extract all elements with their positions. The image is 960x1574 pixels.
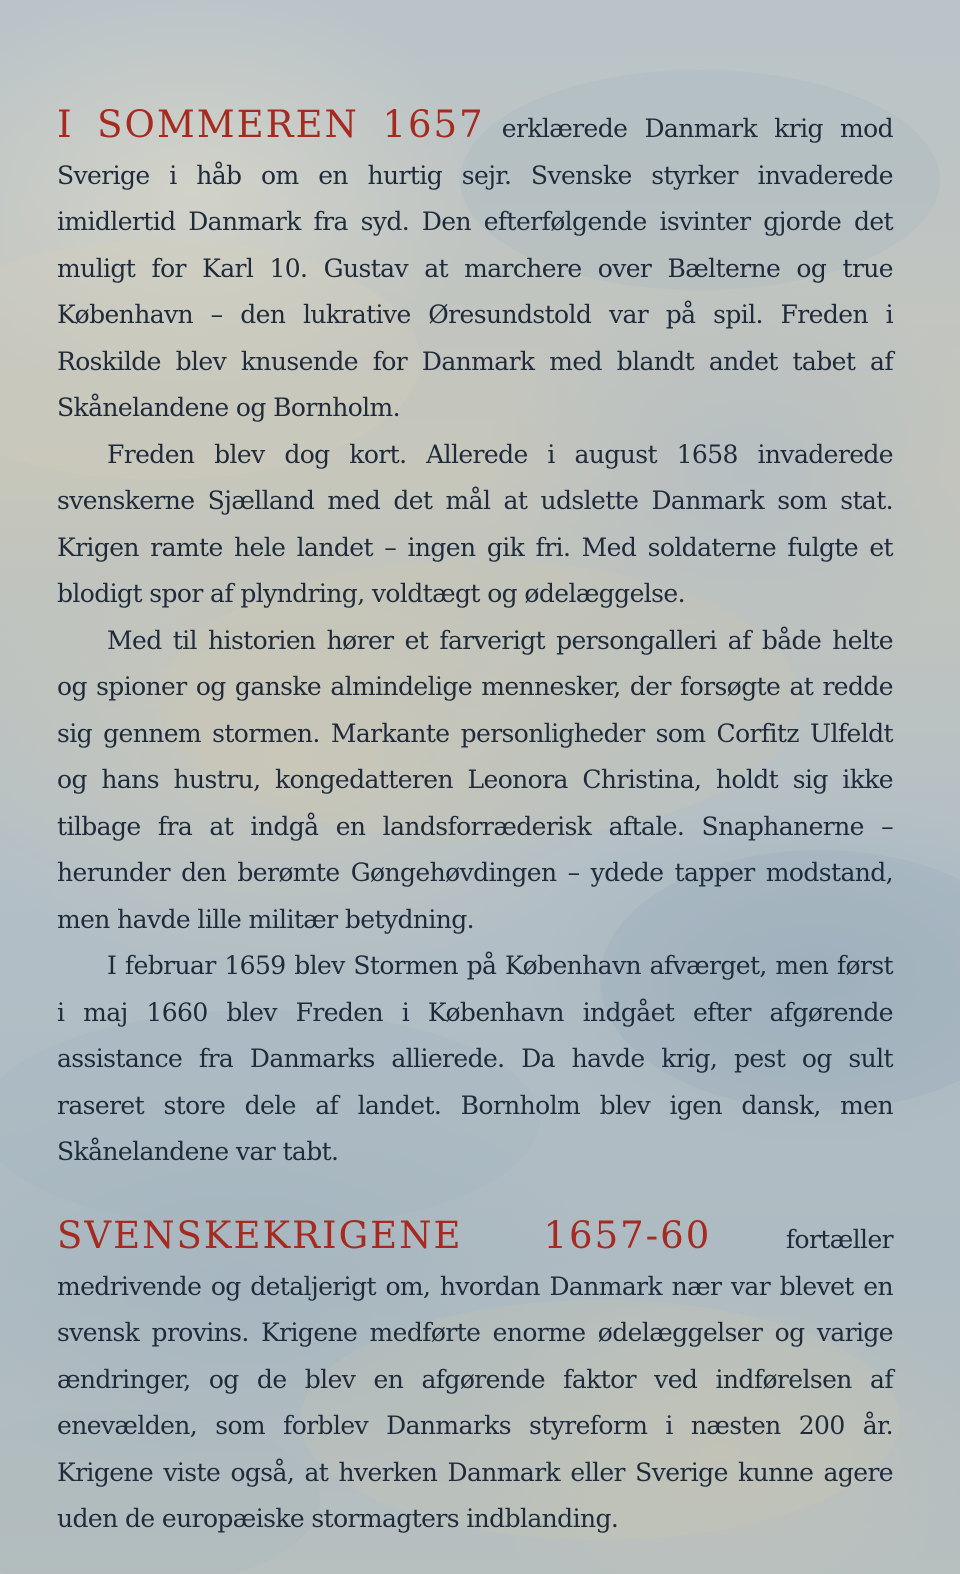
description-summary: [57, 1213, 893, 1543]
description-main: [57, 102, 893, 1176]
paragraph-3: Med til historien hører et farverigt persongalleri af både helte og spioner og ganske almindelige mennesker, der forsøgte at redde sig gennem stormen. Markante personligheder som Corfitz Ulfeldt og hans hustru, kongedatteren Leonora Christina, holdt sig ikke tilbage fra at indgå en landsforræderisk aftale. Snaphanerne – herunder den berømte Gøngehøvdingen – ydede tapper modstand, men havde lille militær betydning.: [57, 625, 893, 934]
summary-text: fortæller medrivende og detaljerigt om, hvordan Danmark nær var blevet en svensk provins. Krigene medførte enorme ødelæggelser og varige ændringer, og de blev en afgørende faktor ved indførelsen af enevælden, som forblev Danmarks styreform i næsten 200 år. Krigene viste også, at hverken Danmark eller Sverige kunne agere uden de europæiske stormagters indblanding.: [57, 1225, 893, 1533]
paragraph-2: Freden blev dog kort. Allerede i august 1658 invaderede svenskerne Sjælland med det mål at udslette Danmark som stat. Krigen ramte hele landet – ingen gik fri. Med soldaterne fulgte et blodigt spor af plyndring, voldtægt og ødelæggelse.: [57, 439, 893, 608]
intro-paragraph: [57, 102, 893, 432]
paragraph-4: I februar 1659 blev Stormen på København afværget, men først i maj 1660 blev Freden i København indgået efter afgørende assistance fra Danmarks allierede. Da havde krig, pest og sult raseret store dele af landet. Bornholm blev igen dansk, men Skånelandene var tabt.: [57, 951, 893, 1166]
intro-heading: I SOMMEREN 1657: [57, 103, 485, 146]
summary-heading: SVENSKEKRIGENE 1657-60: [57, 1214, 712, 1257]
intro-text: erklærede Danmark krig mod Sverige i håb om en hurtig sejr. Svenske styrker invaderede imidlertid Danmark fra syd. Den efterfølgende isvinter gjorde det muligt for Karl 10. Gustav at marchere over Bælterne og true København – den lukrative Øresundstold var på spil. Freden i Roskilde blev knusende for Danmark med blandt andet tabet af Skånelandene og Bornholm.: [57, 114, 893, 422]
summary-paragraph: [57, 1213, 893, 1543]
